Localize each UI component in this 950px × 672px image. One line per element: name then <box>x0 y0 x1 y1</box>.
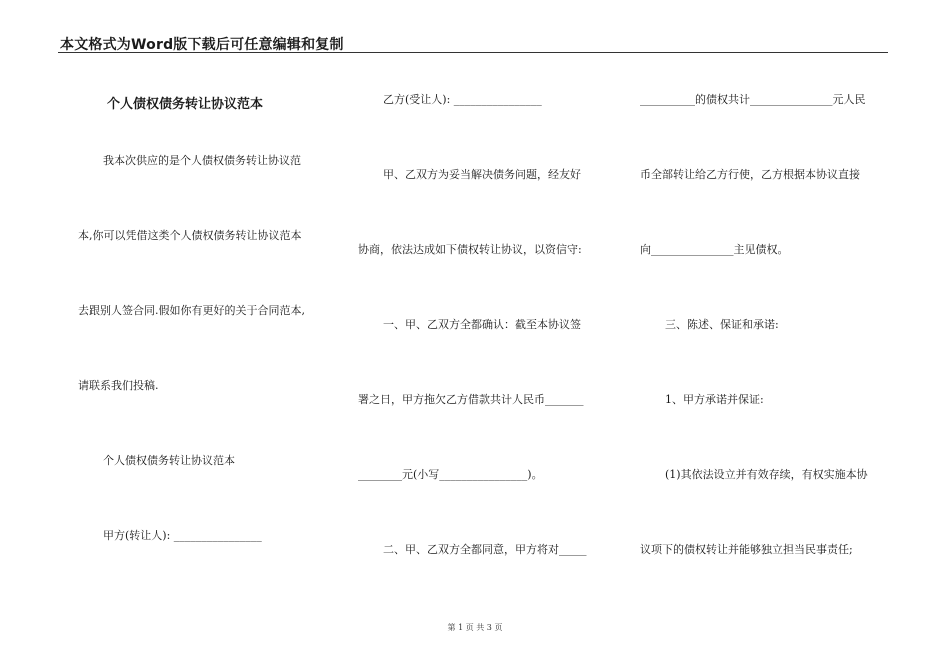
col2-line-7: 二、甲、乙双方全都同意，甲方将对_____ <box>383 543 587 556</box>
col1-line-4: 请联系我们投稿. <box>78 379 159 392</box>
col3-line-4: 三、陈述、保证和承诺: <box>665 318 779 331</box>
col1-line-1: 我本次供应的是个人债权债务转让协议范 <box>103 154 301 167</box>
col3-line-7: 议项下的债权转让并能够独立担当民事责任; <box>640 543 853 556</box>
col3-line-2: 币全部转让给乙方行使，乙方根据本协议直接 <box>640 168 860 181</box>
col2-line-6: ________元(小写________________)。 <box>358 468 543 481</box>
header-divider <box>58 52 888 53</box>
page-header-title: 本文格式为Word版下载后可任意编辑和复制 <box>60 37 344 53</box>
page-number: 第 1 页 共 3 页 <box>447 623 503 632</box>
col1-line-2: 本,你可以凭借这类个人债权债务转让协议范本 <box>78 229 302 242</box>
col3-line-3: 向_______________主见债权。 <box>640 243 789 256</box>
col1-line-5: 个人债权债务转让协议范本 <box>103 454 235 467</box>
col1-line-6: 甲方(转让人): ________________ <box>103 529 262 542</box>
col1-line-3: 去跟别人签合同.假如你有更好的关于合同范本, <box>78 304 305 317</box>
col3-line-1: __________的债权共计_______________元人民 <box>640 93 866 106</box>
col3-line-6: (1)其依法设立并有效存续，有权实施本协 <box>665 468 868 481</box>
col2-line-4: 一、甲、乙双方全都确认：截至本协议签 <box>383 318 581 331</box>
col3-line-5: 1、甲方承诺并保证: <box>665 393 764 406</box>
col2-line-1: 乙方(受让人): ________________ <box>383 93 542 106</box>
document-title: 个人债权债务转让协议范本 <box>107 97 264 112</box>
col2-line-3: 协商，依法达成如下债权转让协议，以资信守: <box>358 243 582 256</box>
col2-line-5: 署之日，甲方拖欠乙方借款共计人民币_______ <box>358 393 584 406</box>
col2-line-2: 甲、乙双方为妥当解决债务问题，经友好 <box>383 168 581 181</box>
